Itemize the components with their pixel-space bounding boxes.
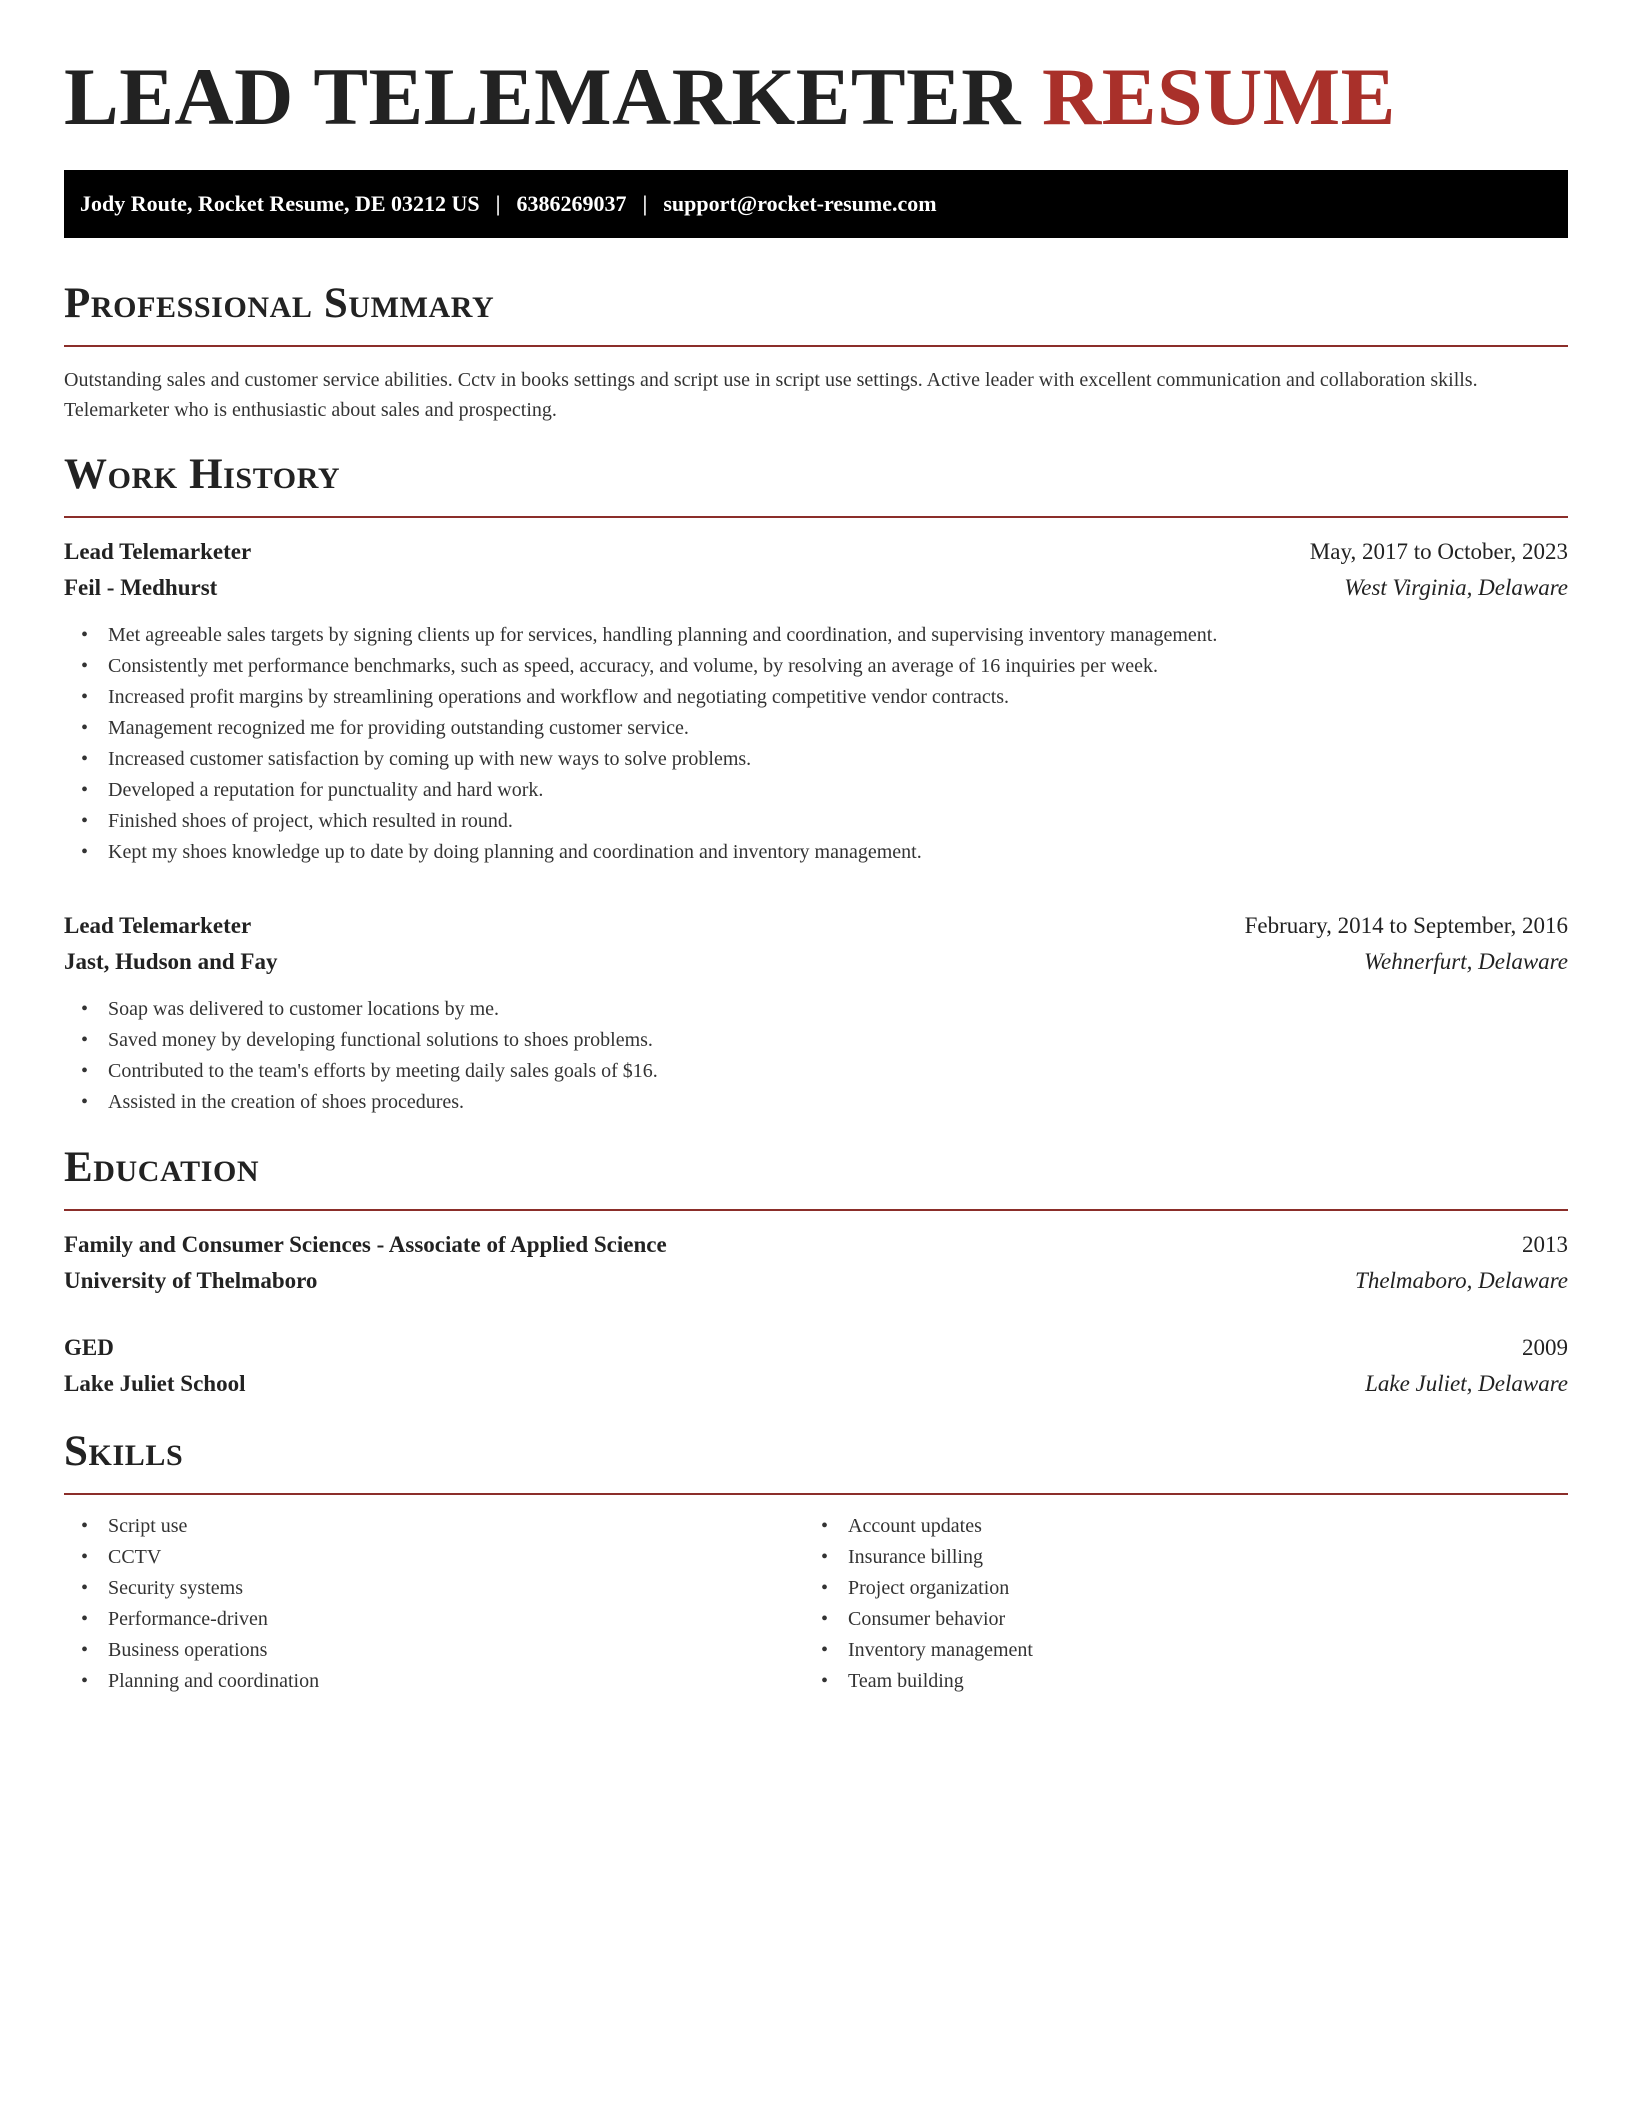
job-entry bbox=[64, 534, 1568, 868]
job-company: Jast, Hudson and Fay bbox=[64, 949, 278, 974]
skills-columns bbox=[64, 1511, 1568, 1697]
section-heading: Professional Summary bbox=[64, 280, 495, 327]
job-company-row bbox=[64, 944, 1568, 980]
skill-item: • Inventory management bbox=[804, 1635, 1544, 1666]
skills-list-right bbox=[804, 1511, 1544, 1697]
resume-content bbox=[64, 0, 1568, 1697]
skill-item: • Project organization bbox=[804, 1573, 1544, 1604]
job-entry bbox=[64, 908, 1568, 1118]
skill-item: • CCTV bbox=[64, 1542, 804, 1573]
school-row bbox=[64, 1366, 1568, 1402]
section-divider bbox=[64, 1209, 1568, 1211]
summary-section bbox=[64, 282, 1568, 425]
skill-item: • Business operations bbox=[64, 1635, 804, 1666]
list-item: • Increased customer satisfaction by coming up with new ways to solve problems. bbox=[64, 744, 1568, 775]
skill-item: • Insurance billing bbox=[804, 1542, 1544, 1573]
job-title-row bbox=[64, 534, 1568, 570]
skill-item: • Script use bbox=[64, 1511, 804, 1542]
contact-phone: 6386269037 bbox=[516, 191, 627, 216]
education-entry bbox=[64, 1227, 1568, 1299]
skill-item: • Security systems bbox=[64, 1573, 804, 1604]
list-item: • Contributed to the team's efforts by meeting daily sales goals of $16. bbox=[64, 1056, 1568, 1087]
resume-title bbox=[64, 0, 1568, 142]
graduation-year: 2009 bbox=[1522, 1335, 1568, 1360]
job-dates: May, 2017 to October, 2023 bbox=[1309, 539, 1568, 564]
degree-row bbox=[64, 1330, 1568, 1366]
skill-item: • Consumer behavior bbox=[804, 1604, 1544, 1635]
section-heading: Skills bbox=[64, 1428, 184, 1475]
contact-bar bbox=[64, 170, 1568, 238]
school: Lake Juliet School bbox=[64, 1371, 246, 1396]
list-item: • Met agreeable sales targets by signing clients up for services, handling planning and coordination, and supervising inventory management. bbox=[64, 620, 1568, 651]
section-heading: Education bbox=[64, 1144, 260, 1191]
skills-list-left bbox=[64, 1511, 804, 1697]
job-company: Feil - Medhurst bbox=[64, 575, 218, 600]
skills-section bbox=[64, 1430, 1568, 1697]
job-title: Lead Telemarketer bbox=[64, 913, 252, 938]
section-divider bbox=[64, 1493, 1568, 1495]
degree: GED bbox=[64, 1335, 114, 1360]
school-location: Thelmaboro, Delaware bbox=[1355, 1268, 1568, 1293]
list-item: • Consistently met performance benchmarks, such as speed, accuracy, and volume, by resolving an average of 16 inquiries per week. bbox=[64, 651, 1568, 682]
contact-separator: | bbox=[642, 191, 648, 216]
school: University of Thelmaboro bbox=[64, 1268, 318, 1293]
list-item: • Developed a reputation for punctuality and hard work. bbox=[64, 775, 1568, 806]
education-entry bbox=[64, 1330, 1568, 1402]
list-item: • Finished shoes of project, which resulted in round. bbox=[64, 806, 1568, 837]
job-location: West Virginia, Delaware bbox=[1344, 575, 1568, 600]
contact-email: support@rocket-resume.com bbox=[663, 191, 937, 216]
list-item: • Increased profit margins by streamlining operations and workflow and negotiating competitive vendor contracts. bbox=[64, 682, 1568, 713]
skill-item: • Performance-driven bbox=[64, 1604, 804, 1635]
list-item: • Management recognized me for providing outstanding customer service. bbox=[64, 713, 1568, 744]
skill-item: • Team building bbox=[804, 1666, 1544, 1697]
summary-text: Outstanding sales and customer service abilities. Cctv in books settings and script use in script use settings. Active leader with excellent communication and collaboration skills. Telemarketer who is enthusiastic about sales and prospecting. bbox=[64, 369, 1478, 421]
work-history-section bbox=[64, 453, 1568, 1118]
degree-row bbox=[64, 1227, 1568, 1263]
skill-item: • Planning and coordination bbox=[64, 1666, 804, 1697]
job-location: Wehnerfurt, Delaware bbox=[1363, 949, 1568, 974]
section-divider bbox=[64, 345, 1568, 347]
job-bullets bbox=[64, 994, 1568, 1118]
school-location: Lake Juliet, Delaware bbox=[1365, 1371, 1568, 1396]
job-company-row bbox=[64, 570, 1568, 606]
job-dates: February, 2014 to September, 2016 bbox=[1244, 913, 1568, 938]
job-title-row bbox=[64, 908, 1568, 944]
graduation-year: 2013 bbox=[1522, 1232, 1568, 1257]
skill-item: • Account updates bbox=[804, 1511, 1544, 1542]
list-item: • Soap was delivered to customer locations by me. bbox=[64, 994, 1568, 1025]
contact-separator: | bbox=[495, 191, 501, 216]
list-item: • Kept my shoes knowledge up to date by doing planning and coordination and inventory management. bbox=[64, 837, 1568, 868]
section-heading: Work History bbox=[64, 451, 341, 498]
degree: Family and Consumer Sciences - Associate of Applied Science bbox=[64, 1232, 667, 1257]
education-section bbox=[64, 1146, 1568, 1402]
school-row bbox=[64, 1263, 1568, 1299]
title-accent: RESUME bbox=[1042, 51, 1396, 142]
list-item: • Assisted in the creation of shoes procedures. bbox=[64, 1087, 1568, 1118]
job-title: Lead Telemarketer bbox=[64, 539, 252, 564]
section-divider bbox=[64, 516, 1568, 518]
title-main: LEAD TELEMARKETER bbox=[64, 51, 1022, 142]
contact-address: Jody Route, Rocket Resume, DE 03212 US bbox=[80, 191, 480, 216]
list-item: • Saved money by developing functional solutions to shoes problems. bbox=[64, 1025, 1568, 1056]
job-bullets bbox=[64, 620, 1568, 868]
